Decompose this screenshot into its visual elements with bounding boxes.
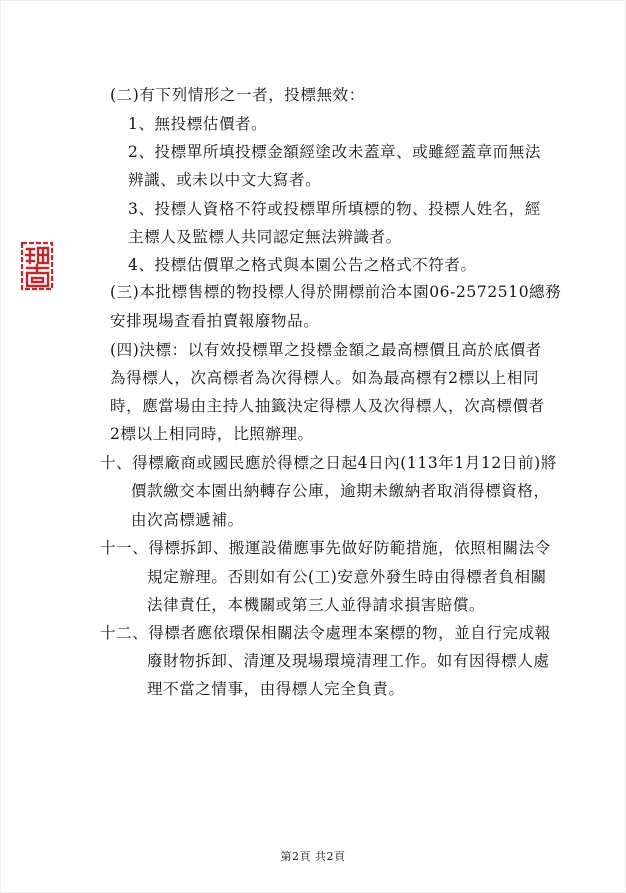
- clause-4-heading: (四)決標：以有效投標單之投標金額之最高標價且高於底價者: [110, 341, 542, 359]
- section-10: 十、得標廠商或國民應於得標之日起4日內(113年1月12日前)將: [100, 454, 557, 472]
- clause-4-cont-3: 2標以上相同時，比照辦理。: [110, 425, 314, 443]
- section-11-cont-2: 法律責任，本機關或第三人並得請求損害賠償。: [147, 596, 486, 614]
- clause-2-item-1: 1、無投標估價者。: [128, 115, 268, 133]
- section-11-cont-1: 規定辦理。否則如有公(工)安意外發生時由得標者負相關: [147, 568, 547, 586]
- clause-3-cont: 安排現場查看拍賣報廢物品。: [110, 312, 320, 330]
- section-12-cont-2: 理不當之情事，由得標人完全負責。: [147, 680, 405, 698]
- section-12: 十二、得標者應依環保相關法令處理本案標的物，並自行完成報: [100, 624, 551, 642]
- clause-3-heading: (三)本批標售標的物投標人得於開標前洽本園06-2572510總務: [110, 283, 562, 301]
- section-10-cont-1: 價款繳交本園出納轉存公庫，逾期未繳納者取消得標資格，: [131, 482, 550, 500]
- red-seal-stamp: [20, 241, 54, 291]
- clause-2-item-2: 2、投標單所填投標金額經塗改未蓋章、或雖經蓋章而無法: [128, 143, 541, 161]
- clause-2-item-3: 3、投標人資格不符或投標單所填標的物、投標人姓名，經: [128, 200, 541, 218]
- clause-2-heading: (二)有下列情形之一者，投標無效：: [110, 86, 365, 104]
- page-footer: 第2頁 共2頁: [280, 850, 346, 863]
- section-11: 十一、得標拆卸、搬運設備應事先做好防範措施，依照相關法令: [100, 539, 551, 557]
- section-10-cont-2: 由次高標遞補。: [131, 511, 244, 529]
- clause-2-item-3-cont: 主標人及監標人共同認定無法辨識者。: [128, 228, 402, 246]
- clause-2-item-2-cont: 辨識、或未以中文大寫者。: [128, 171, 322, 189]
- clause-4-cont-2: 時，應當場由主持人抽籤決定得標人及次得標人，次高標價者: [110, 397, 545, 415]
- clause-2-item-4: 4、投標估價單之格式與本園公告之格式不符者。: [128, 256, 477, 274]
- section-12-cont-1: 廢財物拆卸、清運及現場環境清理工作。如有因得標人處: [147, 652, 550, 670]
- clause-4-cont-1: 為得標人，次高標者為次得標人。如為最高標有2標以上相同: [110, 369, 540, 387]
